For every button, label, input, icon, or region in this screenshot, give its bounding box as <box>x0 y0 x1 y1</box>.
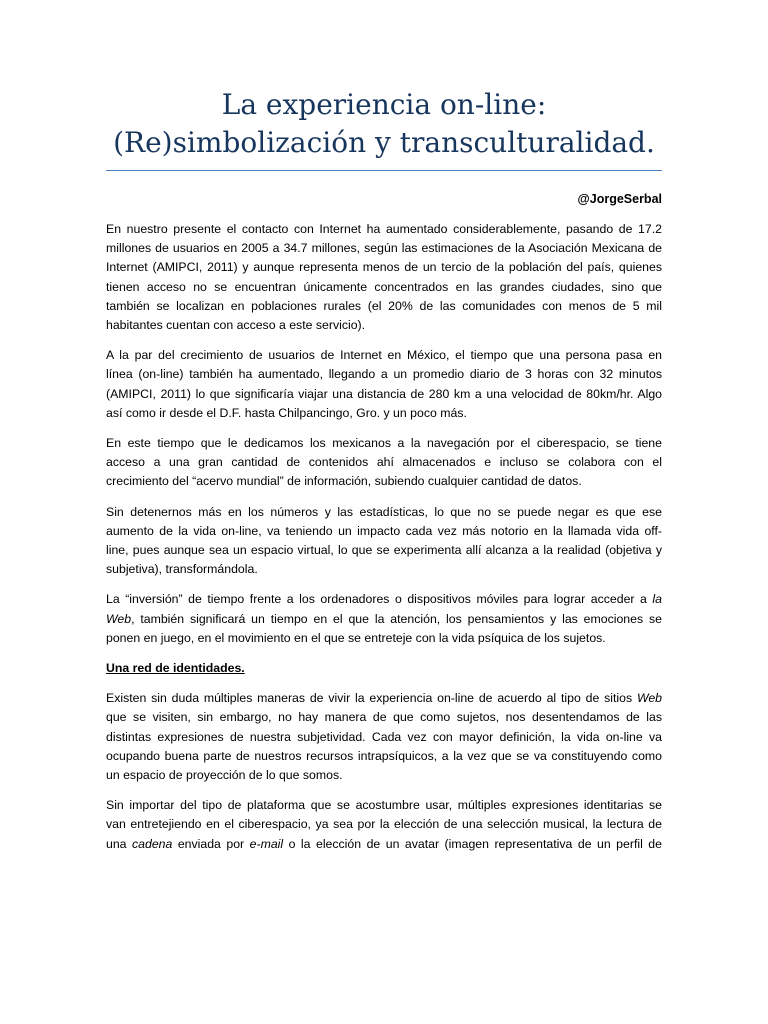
text-line <box>106 835 662 854</box>
italic-run: Web <box>106 611 132 626</box>
title-line-2: (Re)simbolización y transculturalidad. <box>113 126 655 159</box>
text-line: línea (on-line) también ha aumentado, llegando a un promedio diario de 3 horas con 32 minutos <box>106 367 662 382</box>
text-line: distintas expresiones de nuestra subjetividad. Cada vez con mayor definición, la vida on-line va <box>106 729 662 744</box>
text-line: crecimiento del “acervo mundial” de información, subiendo cualquier cantidad de datos. <box>106 474 582 489</box>
document-title <box>106 86 662 162</box>
italic-run: e-mail <box>249 836 284 851</box>
text-line: Sin importar del tipo de plataforma que se acostumbre usar, múltiples expresiones identitarias se <box>106 798 662 813</box>
text-line: (AMIPCI, 2011) lo que significaría viajar una distancia de 280 km a una velocidad de 80km/hr. Algo <box>106 386 662 401</box>
text-line: subjetiva), transformándola. <box>106 562 258 577</box>
text-line: ocupando buena parte de nuestros recursos intrapsíquicos, a la vez que se va constituyendo como <box>106 748 662 763</box>
text-line <box>106 590 662 609</box>
italic-run: cadena <box>132 836 173 851</box>
text-line: tienen acceso no se encuentran únicamente concentrados en las grandes ciudades, sino que <box>106 279 662 294</box>
author-handle: @JorgeSerbal <box>577 192 662 206</box>
paragraph-2 <box>106 346 662 423</box>
text-line: que se visiten, sin embargo, no hay manera de que como sujetos, nos desentendamos de las <box>106 710 662 725</box>
document-body <box>106 220 662 865</box>
paragraph-4 <box>106 503 662 580</box>
text-line: acceso a una gran cantidad de contenidos ahí almacenados e incluso se colabora con el <box>106 455 662 470</box>
text-line: ponen en juego, en el movimiento en el que se entreteje con la vida psíquica de los sujetos. <box>106 630 606 645</box>
title-divider <box>106 170 662 171</box>
text-line: habitantes cuentan con acceso a este servicio). <box>106 318 366 333</box>
italic-run: Web <box>636 691 662 706</box>
paragraph-5 <box>106 590 662 648</box>
text-line <box>106 689 662 708</box>
text-line: En nuestro presente el contacto con Internet ha aumentado considerablemente, pasando de 17.2 <box>106 222 662 236</box>
text-run: , también significará un tiempo en el que la atención, los pensamientos y las emociones se <box>131 611 662 626</box>
paragraph-7 <box>106 796 662 854</box>
text-run: una <box>106 836 132 851</box>
text-run: La “inversión” de tiempo frente a los ordenadores o dispositivos móviles para lograr acceder a <box>106 592 653 607</box>
text-line: aumento de la vida on-line, va teniendo un impacto cada vez más notorio en la llamada vida off- <box>106 523 662 538</box>
paragraph-1 <box>106 220 662 335</box>
text-line: millones de usuarios en 2005 a 34.7 millones, según las estimaciones de la Asociación Mexicana de <box>106 241 662 256</box>
text-line: van entretejiendo en el ciberespacio, ya sea por la elección de una selección musical, la lectura de <box>106 817 662 832</box>
text-line <box>106 610 662 629</box>
text-line: Sin detenernos más en los números y las estadísticas, lo que no se puede negar es que ese <box>106 504 662 519</box>
text-line: line, pues aunque sea un espacio virtual, lo que se experimenta allí alcanza a la realidad (objetiva y <box>106 543 662 558</box>
text-run: Existen sin duda múltiples maneras de vivir la experiencia on-line de acuerdo al tipo de sitios <box>106 691 637 706</box>
italic-run: la <box>652 592 662 607</box>
text-line: En este tiempo que le dedicamos los mexicanos a la navegación por el ciberespacio, se tiene <box>106 436 662 451</box>
text-line: así como ir desde el D.F. hasta Chilpancingo, Gro. y un poco más. <box>106 405 467 420</box>
text-run: enviada por <box>172 836 250 851</box>
text-line: un espacio de proyección de lo que somos. <box>106 768 343 783</box>
text-line: Internet (AMIPCI, 2011) y aunque representa menos de un tercio de la población del país, quienes <box>106 260 662 275</box>
title-line-1: La experiencia on-line: <box>221 88 547 121</box>
paragraph-6 <box>106 689 662 785</box>
paragraph-3 <box>106 434 662 492</box>
text-line: también se localizan en poblaciones rurales (el 20% de las comunidades con menos de 5 mil <box>106 298 662 313</box>
section-heading: Una red de identidades. <box>106 661 245 676</box>
text-line: A la par del crecimiento de usuarios de Internet en México, el tiempo que una persona pasa en <box>106 348 662 363</box>
text-run: o la elección de un avatar (imagen representativa de un perfil de <box>283 836 662 851</box>
